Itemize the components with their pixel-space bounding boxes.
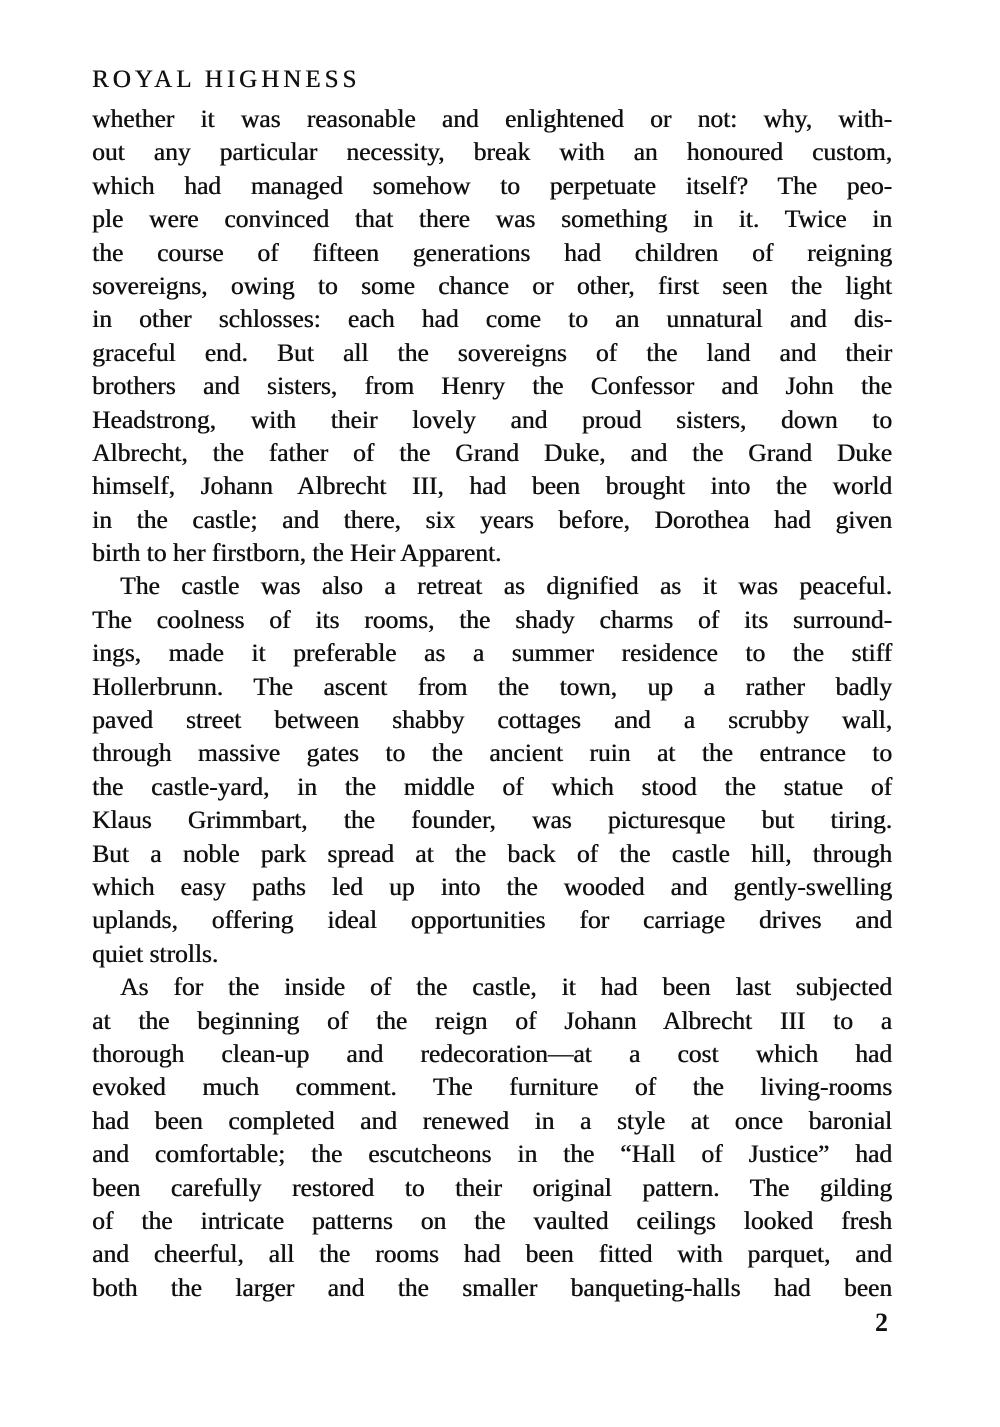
text-line: ings, made it preferable as a summer residence to the stiff	[92, 638, 892, 668]
text-line: Hollerbrunn. The ascent from the town, up a rather badly	[92, 671, 892, 701]
text-line: ple were convinced that there was something in it. Twice in	[92, 204, 892, 234]
text-line: himself, Johann Albrecht III, had been brought into the world	[92, 471, 892, 501]
text-line: in other schlosses: each had come to an unnatural and dis-	[92, 304, 892, 334]
text-line: the castle-yard, in the middle of which stood the statue of	[92, 771, 892, 801]
text-line: But a noble park spread at the back of the castle hill, through	[92, 838, 892, 868]
text-line: Klaus Grimmbart, the founder, was picturesque but tiring.	[92, 805, 892, 835]
text-line: and comfortable; the escutcheons in the “Hall of Justice” had	[92, 1139, 892, 1169]
text-line: graceful end. But all the sovereigns of the land and their	[92, 337, 892, 367]
text-line: uplands, offering ideal opportunities for carriage drives and	[92, 905, 892, 935]
text-line: evoked much comment. The furniture of the living-rooms	[92, 1072, 892, 1102]
text-line: quiet strolls.	[92, 938, 219, 968]
page-number: 2	[875, 1308, 888, 1338]
text-line: out any particular necessity, break with an honoured custom,	[92, 137, 892, 167]
book-page	[92, 62, 892, 1340]
text-line: in the castle; and there, six years before, Dorothea had given	[92, 504, 892, 534]
text-line: paved street between shabby cottages and a scrubby wall,	[92, 705, 892, 735]
text-line: sovereigns, owing to some chance or other, first seen the light	[92, 270, 892, 300]
text-line: and cheerful, all the rooms had been fitted with parquet, and	[92, 1239, 892, 1269]
text-line: both the larger and the smaller banqueting-halls had been	[92, 1272, 892, 1302]
text-line: The castle was also a retreat as dignified as it was peaceful.	[120, 571, 892, 601]
text-line: The coolness of its rooms, the shady charms of its surround-	[92, 604, 892, 634]
text-line: at the beginning of the reign of Johann Albrecht III to a	[92, 1005, 892, 1035]
text-line: which had managed somehow to perpetuate itself? The peo-	[92, 170, 892, 200]
text-line: which easy paths led up into the wooded and gently-swelling	[92, 871, 892, 901]
body-text	[92, 102, 892, 1304]
text-line: whether it was reasonable and enlightened or not: why, with-	[92, 104, 892, 133]
running-head: ROYAL HIGHNESS	[92, 66, 361, 93]
text-line: thorough clean-up and redecoration—at a cost which had	[92, 1038, 892, 1068]
text-line: of the intricate patterns on the vaulted ceilings looked fresh	[92, 1205, 892, 1235]
text-line: brothers and sisters, from Henry the Confessor and John the	[92, 371, 892, 401]
text-line: through massive gates to the ancient ruin at the entrance to	[92, 738, 892, 768]
text-line: the course of fifteen generations had children of reigning	[92, 237, 892, 267]
text-line: Albrecht, the father of the Grand Duke, and the Grand Duke	[92, 437, 892, 467]
text-line: been carefully restored to their original pattern. The gilding	[92, 1172, 892, 1202]
text-line: As for the inside of the castle, it had been last subjected	[120, 972, 892, 1002]
text-line: birth to her firstborn, the Heir Apparent.	[92, 538, 502, 568]
text-line: had been completed and renewed in a style at once baronial	[92, 1105, 892, 1135]
text-line: Headstrong, with their lovely and proud sisters, down to	[92, 404, 892, 434]
